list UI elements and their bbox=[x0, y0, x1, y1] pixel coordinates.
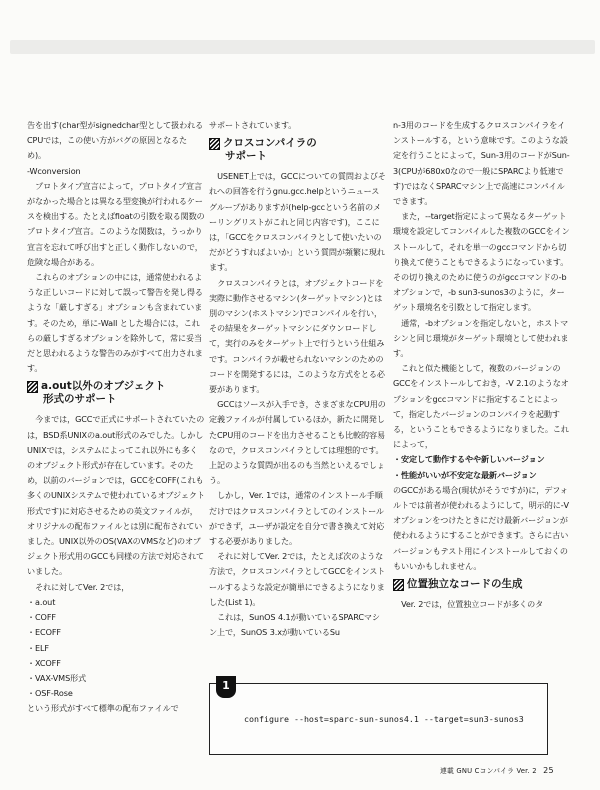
heading-marker-icon bbox=[209, 138, 220, 150]
page-number: 25 bbox=[543, 766, 554, 775]
column-2 bbox=[209, 118, 387, 641]
column-1 bbox=[27, 118, 205, 717]
list-item: ・ ECOFF bbox=[27, 625, 205, 640]
paragraph: 告を出す(char型がsignedchar型として扱われるCPUでは，この使い方がバグの原因となるため)。 bbox=[27, 120, 204, 161]
section-heading-cross-compiler: クロスコンパイラの サポート bbox=[209, 137, 387, 163]
paragraph: これらのオプションの中には，通常使われるような正しいコードに対して誤って警告を発し得るような「厳しすぎる」オプションも含まれています。そのため，単に-Wall とした場合には，これらの厳しすぎるオプションを除外して，常に妥当だと思われるような警告のみがすべて出力されます。 bbox=[27, 272, 203, 374]
paragraph: GCCはソースが入手でき，さまざまなCPU用の定義ファイルが付属しているほか，新たに開発したCPU用のコードを出力させることも比較的容易なので，クロスコンパイラとしては理想的です。上記のような質問が出るのも当然といえるでしょう。 bbox=[209, 399, 386, 486]
paragraph: Ver. 2では，位置独立コードが多くのタ bbox=[401, 599, 544, 610]
object-format-list bbox=[27, 595, 205, 701]
footer-title: GNU Cコンパイラ Ver. 2 bbox=[456, 767, 537, 775]
list-item: ・ COFF bbox=[27, 610, 205, 625]
footer-series: 連載 bbox=[440, 767, 454, 775]
section-heading-pic: 位置独立なコードの生成 bbox=[393, 578, 571, 591]
paragraph: USENET上では，GCCについての質問およびそれへの回答を行うgnu.gcc.helpというニュースグループがありますが(help-gccという名前のメーリングリストがこれと同じ内容です)，ここには，「GCCをクロスコンパイラとして使いたいのだがどうすればよいか」という質問が頻繁に現れます。 bbox=[209, 171, 386, 273]
page-footer bbox=[440, 765, 554, 775]
paragraph: これは，SunOS 4.1が動いているSPARCマシン上で，SunOS 3.xが動いているSu bbox=[209, 612, 380, 638]
paragraph: プロトタイプ宣言によって，プロトタイプ宣言がなかった場合とは異なる型変換が行われるケースを検出する。たとえばfloatの引数を取る関数のプロトタイプ宣言。このような関数は，うっかり宣言を忘れて呼び出すと正しく動作しないので，危険な場合がある。 bbox=[27, 180, 205, 267]
list-item: ・ ELF bbox=[27, 641, 205, 656]
paragraph: クロスコンパイラとは，オブジェクトコードを実際に動作させるマシン(ターゲットマシン)とは別のマシン(ホストマシン)でコンパイルを行い，その結果をターゲットマシンにダウンロードして，実行のみをターゲット上で行うという仕組みです。コンパイラが載せられないマシンのためのコードを開発するには，このような方式をとる必要があります。 bbox=[209, 277, 385, 395]
paragraph: それに対してVer. 2では，たとえば次のような方法で，クロスコンパイラとしてGCCをインストールするような設定が簡単にできるようになりました(List 1)。 bbox=[209, 551, 386, 607]
paragraph: 今までは，GCCで正式にサポートされていたのは，BSD系UNIXのa.out形式のみでした。しかしUNIXでは，システムによってこれ以外にも多くのオブジェクト形式が存在しています。そのため，以前のバージョンでは，GCCをCOFF(これも多くのUNIXシステムで使われているオブジェクト形式です)に対応させるための英文ファイルが，オリジナルの配布ファイルとは別に配布されていました。UNIX以外のOS(VAXのVMSなど)のオブジェクト形式用のGCCも同様の方法で対応されていました。 bbox=[27, 414, 205, 577]
list-item: ・ 性能がいいが不安定な最新バージョン bbox=[393, 468, 571, 483]
paragraph: サポートされています。 bbox=[209, 120, 297, 130]
paragraph: これと似た機能として，複数のバージョンのGCCをインストールしておき，-V 2.1のようなオプションをgccコマンドに指定することによって，指定したバージョンのコンパイラを起動する，ということもできるようになりました。これによって， bbox=[393, 363, 569, 450]
heading-marker-icon bbox=[393, 579, 404, 591]
paragraph: それに対してVer. 2では， bbox=[35, 581, 130, 592]
list-item: ・ a.out bbox=[27, 595, 205, 610]
section-heading-object-formats: a.out以外のオブジェクト 形式のサポート bbox=[27, 380, 205, 406]
heading-marker-icon bbox=[27, 381, 38, 393]
paragraph: という形式がすべて標準の配布ファイルで bbox=[27, 703, 179, 714]
scan-artifact bbox=[10, 40, 595, 54]
code-line: configure --host=sparc-sun-sunos4.1 --target=sun3-sunos3 bbox=[244, 714, 524, 724]
list-item: ・ VAX-VMS形式 bbox=[27, 671, 205, 686]
paragraph: 通常，-bオプションを指定しないと，ホストマシンと同じ環境がターゲット環境として使われます。 bbox=[393, 317, 569, 359]
paragraph: しかし，Ver. 1では，通常のインストール手順だけではクロスコンパイラとしてのインストールができず，ユーザが設定を自分で書き換えて対応する必要がありました。 bbox=[209, 490, 385, 547]
option-name: -Wconversion bbox=[27, 165, 81, 176]
version-list bbox=[393, 452, 571, 482]
list-item: ・ 安定して動作するやや新しいバージョン bbox=[393, 452, 571, 467]
list-item: ・ OSF-Rose bbox=[27, 686, 205, 701]
listing-number-tab: 1 bbox=[216, 676, 236, 698]
list-item: ・ XCOFF bbox=[27, 656, 205, 671]
paragraph: のGCCがある場合(現状がそうですが)に，デフォルトでは前者が使われるようにして，明示的に-Vオプションをつけたときにだけ最新バージョンが使われるようにすることができます。さらに古いバージョンもテスト用にインストールしておくのもいいかもしれません。 bbox=[393, 484, 569, 571]
paragraph: n-3用のコードを生成するクロスコンパイラをインストールする，という意味です。このような設定を行うことによって，Sun-3用のコードがSun-3(CPUが680x0なので一般にSPARCより低速です)ではなくSPARCマシン上で高速にコンパイルできます。 bbox=[393, 120, 570, 207]
code-listing-box bbox=[209, 679, 548, 755]
column-3 bbox=[393, 118, 571, 612]
paragraph: また，--target指定によって異なるターゲット環境を設定してコンパイルした複数のGCCをインストールして，それを単一のgccコマンドから切り換えて使うこともできるようになっています。その切り換えのために使うのがgccコマンドの-bオプションで，-b sun3-sunos3のように，ターゲット環境名を引数として指定します。 bbox=[393, 211, 570, 313]
